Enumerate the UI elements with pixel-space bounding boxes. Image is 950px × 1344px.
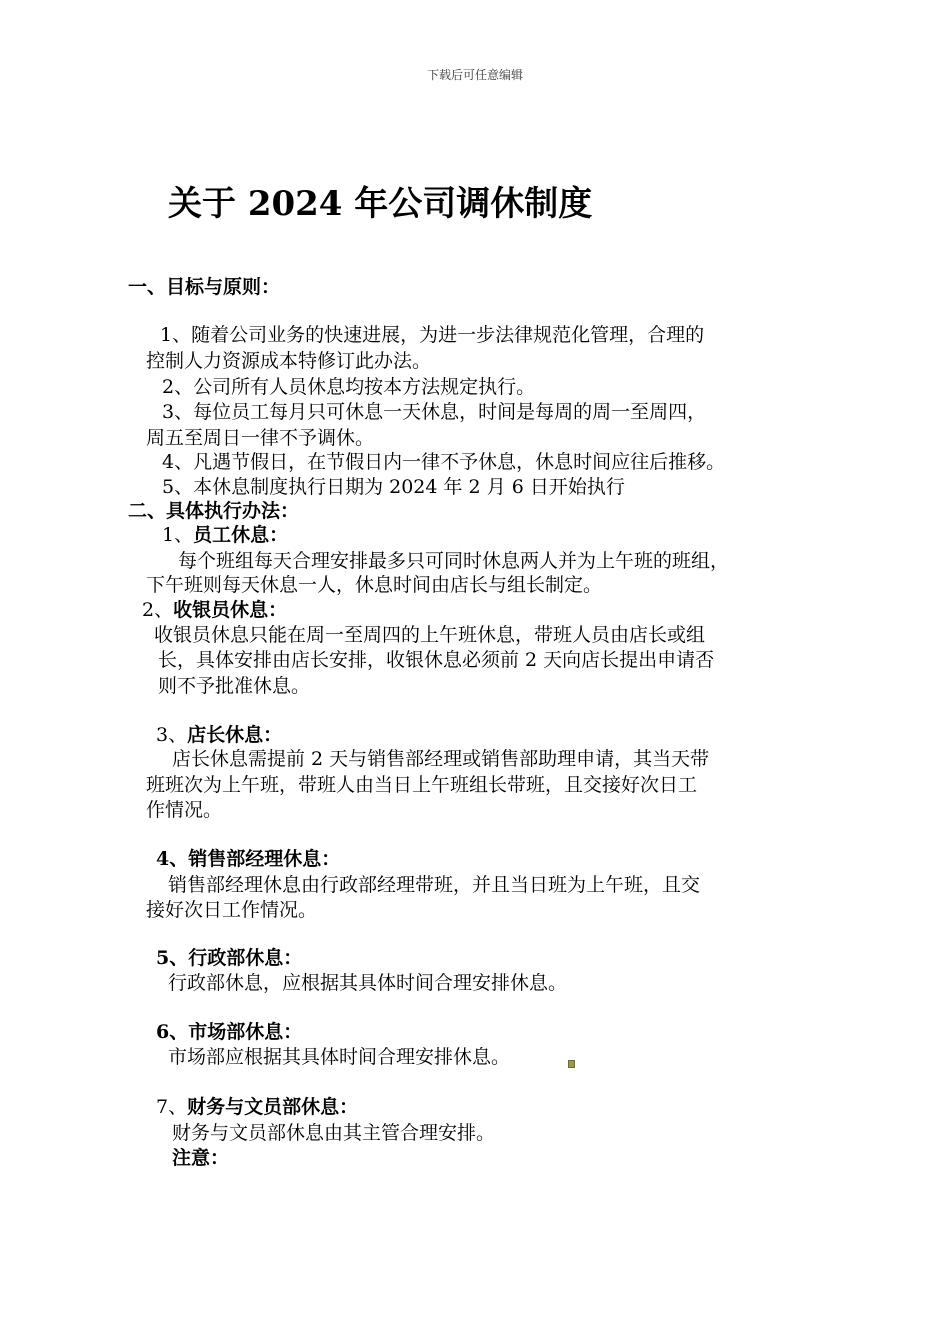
section1-item-3-cont: 周五至周日一律不予调休。 — [146, 427, 375, 449]
sub7-line-1: 财务与文员部休息由其主管合理安排。 — [172, 1122, 496, 1144]
sub1-line-2: 下午班则每天休息一人，休息时间由店长与组长制定。 — [146, 574, 603, 596]
section1-item-1-cont: 控制人力资源成本特修订此办法。 — [146, 350, 432, 372]
sub2-line-1: 收银员休息只能在周一至周四的上午班休息，带班人员由店长或组 — [154, 624, 706, 646]
section1-item-1: 1、随着公司业务的快速进展，为进一步法律规范化管理，合理的 — [160, 324, 705, 346]
sub1-line-1: 每个班组每天合理安排最多只可同时休息两人并为上午班的班组， — [178, 550, 730, 572]
header-note: 下载后可任意编辑 — [426, 68, 523, 82]
sub6-heading: 6、市场部休息： — [156, 1021, 303, 1043]
sub2-heading: 收银员休息： — [173, 599, 288, 621]
section1-item-2: 2、公司所有人员休息均按本方法规定执行。 — [162, 376, 536, 398]
sub3-line-3: 作情况。 — [146, 799, 223, 821]
sub4-heading: 4、销售部经理休息： — [156, 848, 341, 870]
sub2-line-2: 长，具体安排由店长安排，收银休息必须前 2 天向店长提出申请否 — [158, 649, 715, 671]
sub7-heading: 财务与文员部休息： — [187, 1096, 359, 1118]
sub3-number: 3、 — [156, 724, 188, 746]
sub5-line-1: 行政部休息，应根据其具体时间合理安排休息。 — [168, 972, 568, 994]
sub7-heading-line — [156, 1094, 358, 1120]
sub3-heading-line — [156, 722, 282, 748]
sub3-heading: 店长休息： — [187, 724, 283, 746]
document-title: 关于 2024 年公司调休制度 — [168, 184, 593, 224]
section1-item-5: 5、本休息制度执行日期为 2024 年 2 月 6 日开始执行 — [162, 476, 625, 498]
text-anchor-marker — [568, 1060, 575, 1068]
sub2-heading-line — [142, 597, 287, 623]
sub3-line-2: 班班次为上午班，带班人由当日上午班组长带班，且交接好次日工 — [146, 774, 698, 796]
sub6-line-1: 市场部应根据其具体时间合理安排休息。 — [168, 1046, 511, 1068]
sub3-line-1: 店长休息需提前 2 天与销售部经理或销售部助理申请，其当天带 — [172, 748, 710, 770]
sub1-number: 1、 — [162, 524, 194, 546]
section1-item-4: 4、凡遇节假日，在节假日内一律不予休息，休息时间应往后推移。 — [162, 451, 726, 473]
sub2-number: 2、 — [142, 599, 174, 621]
section1-item-3: 3、每位员工每月只可休息一天休息，时间是每周的周一至周四， — [162, 401, 707, 423]
sub4-line-2: 接好次日工作情况。 — [146, 899, 318, 921]
sub5-heading: 5、行政部休息： — [156, 947, 303, 969]
section2-heading: 二、具体执行办法： — [128, 500, 300, 522]
sub7-number: 7、 — [156, 1096, 188, 1118]
sub4-line-1: 销售部经理休息由行政部经理带班，并且当日班为上午班，且交 — [168, 874, 701, 896]
sub2-line-3: 则不予批准休息。 — [158, 675, 311, 697]
sub1-heading: 员工休息： — [193, 524, 289, 546]
note-label: 注意： — [172, 1147, 230, 1169]
sub1-heading-line — [162, 522, 288, 548]
section1-heading: 一、目标与原则： — [128, 276, 281, 298]
